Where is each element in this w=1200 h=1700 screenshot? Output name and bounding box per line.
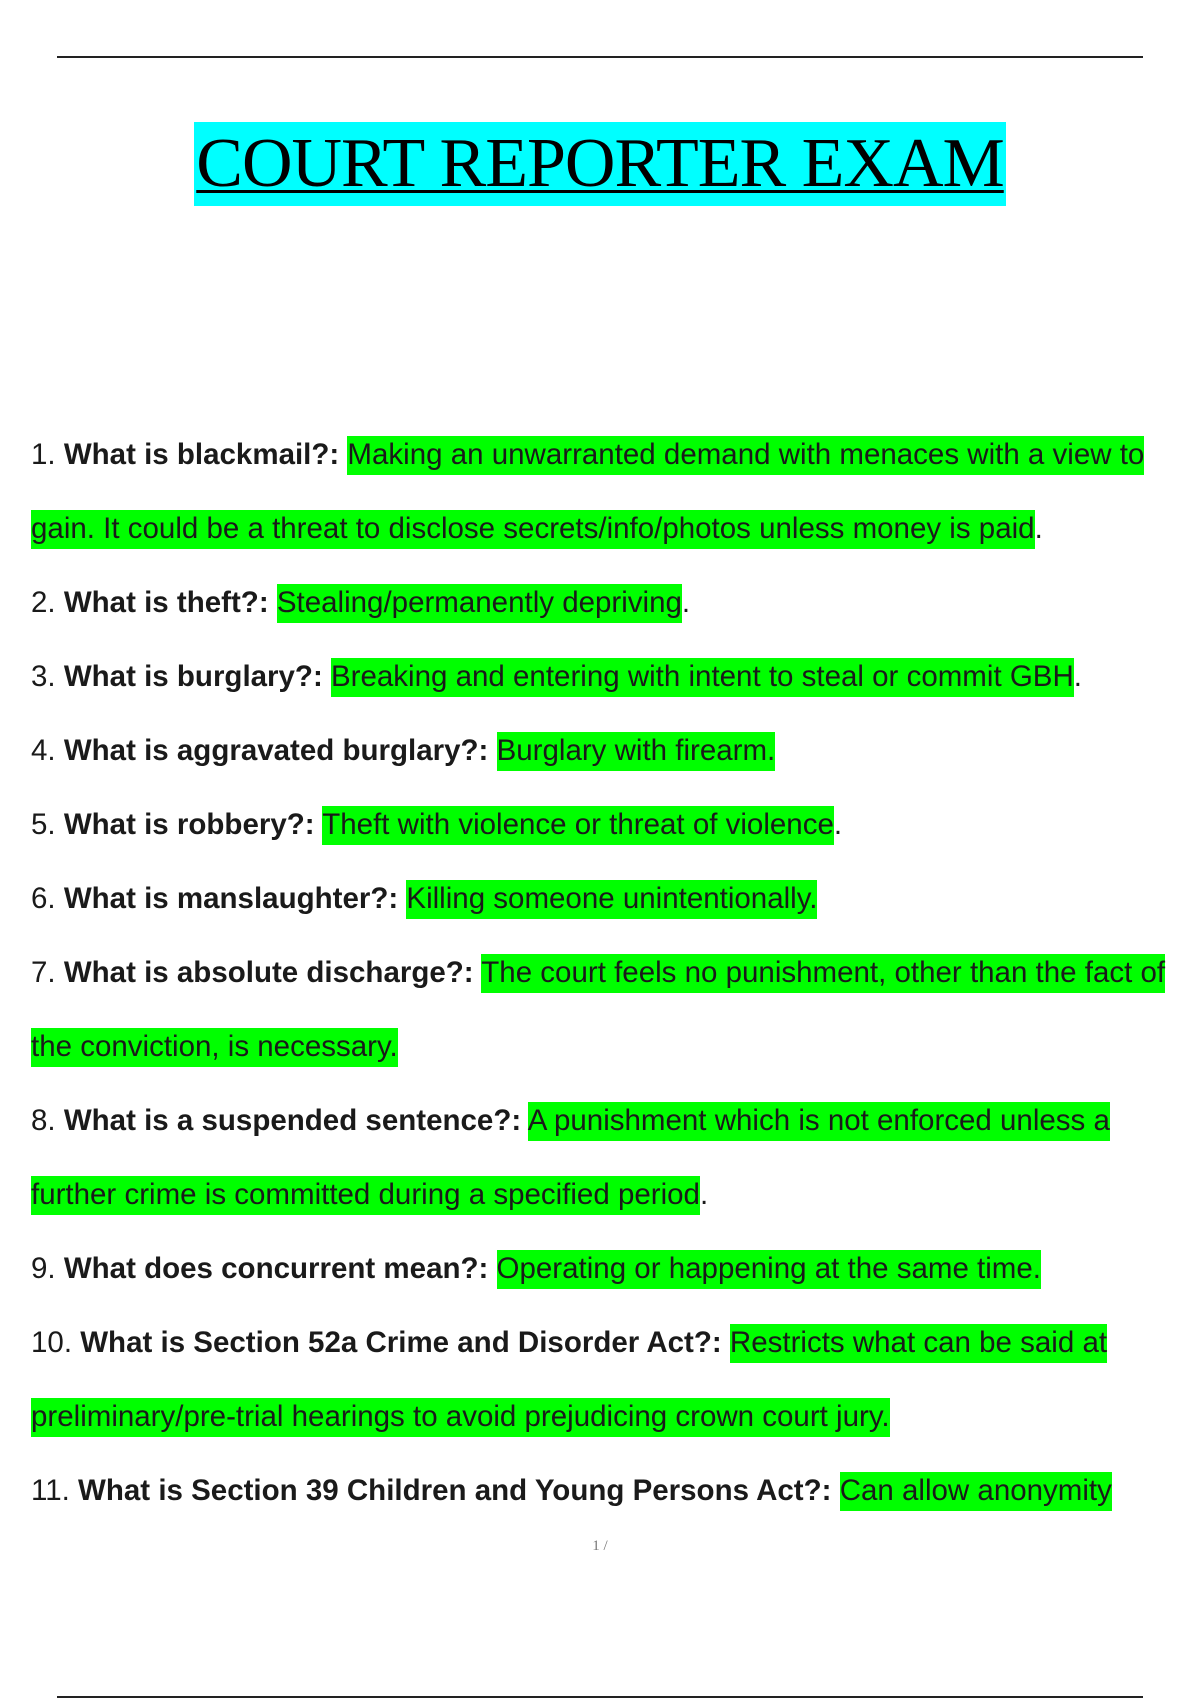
question-text: What is manslaughter?:	[63, 882, 399, 915]
answer-highlight: The court feels no punishment, other than the fact of the conviction, is necessary.	[31, 954, 1165, 1067]
qa-item-10	[31, 1306, 1200, 1454]
question-text: What is Section 39 Children and Young Persons Act?:	[78, 1474, 832, 1507]
qa-item-8	[31, 1084, 1200, 1232]
qa-item-9	[31, 1232, 1200, 1306]
question-text: What is Section 52a Crime and Disorder Act?:	[80, 1326, 722, 1359]
qa-item-6	[31, 862, 1200, 936]
question-text: What is aggravated burglary?:	[63, 734, 489, 767]
bottom-rule	[57, 1696, 1143, 1698]
item-number: 1.	[31, 438, 56, 471]
question-text: What is a suspended sentence?:	[63, 1104, 522, 1137]
item-number: 11.	[31, 1474, 70, 1507]
answer-highlight: Breaking and entering with intent to steal or commit GBH	[331, 658, 1074, 697]
title-container	[0, 122, 1200, 206]
question-text: What is burglary?:	[63, 660, 323, 693]
question-list	[31, 418, 1200, 1528]
answer-highlight: Restricts what can be said at preliminary/pre-trial hearings to avoid prejudicing crown court jury.	[31, 1324, 1107, 1437]
answer-highlight: Burglary with firearm.	[497, 732, 776, 771]
item-number: 9.	[31, 1252, 56, 1285]
answer-highlight: Making an unwarranted demand with menaces with a view to gain. It could be a threat to disclose secrets/info/photos unless money is paid	[31, 436, 1144, 549]
trailing-punctuation: .	[699, 1178, 709, 1211]
answer-highlight: Operating or happening at the same time.	[497, 1250, 1041, 1289]
trailing-punctuation: .	[681, 586, 691, 619]
item-number: 10.	[31, 1326, 73, 1359]
answer-highlight: Theft with violence or threat of violence	[322, 806, 834, 845]
qa-item-5	[31, 788, 1200, 862]
answer-highlight: A punishment which is not enforced unless a further crime is committed during a specified period	[31, 1102, 1110, 1215]
question-text: What does concurrent mean?:	[63, 1252, 489, 1285]
qa-item-4	[31, 714, 1200, 788]
qa-item-1	[31, 418, 1200, 566]
item-number: 8.	[31, 1104, 56, 1137]
top-rule	[57, 56, 1143, 58]
item-number: 6.	[31, 882, 56, 915]
item-number: 7.	[31, 956, 56, 989]
question-text: What is robbery?:	[63, 808, 315, 841]
page-number: 1 /	[592, 1538, 608, 1554]
item-number: 3.	[31, 660, 56, 693]
qa-item-11	[31, 1454, 1200, 1528]
question-text: What is theft?:	[63, 586, 269, 619]
item-number: 2.	[31, 586, 56, 619]
trailing-punctuation: .	[1034, 512, 1043, 545]
document-title: COURT REPORTER EXAM	[194, 122, 1006, 206]
question-text: What is blackmail?:	[63, 438, 340, 471]
question-text: What is absolute discharge?:	[63, 956, 474, 989]
item-number: 5.	[31, 808, 56, 841]
qa-item-2	[31, 566, 1200, 640]
item-number: 4.	[31, 734, 56, 767]
qa-item-3	[31, 640, 1200, 714]
qa-item-7	[31, 936, 1200, 1084]
trailing-punctuation: .	[833, 808, 843, 841]
answer-highlight: Stealing/permanently depriving	[277, 584, 682, 623]
trailing-punctuation: .	[1073, 660, 1082, 693]
answer-highlight: Can allow anonymity	[840, 1472, 1112, 1511]
answer-highlight: Killing someone unintentionally.	[406, 880, 817, 919]
